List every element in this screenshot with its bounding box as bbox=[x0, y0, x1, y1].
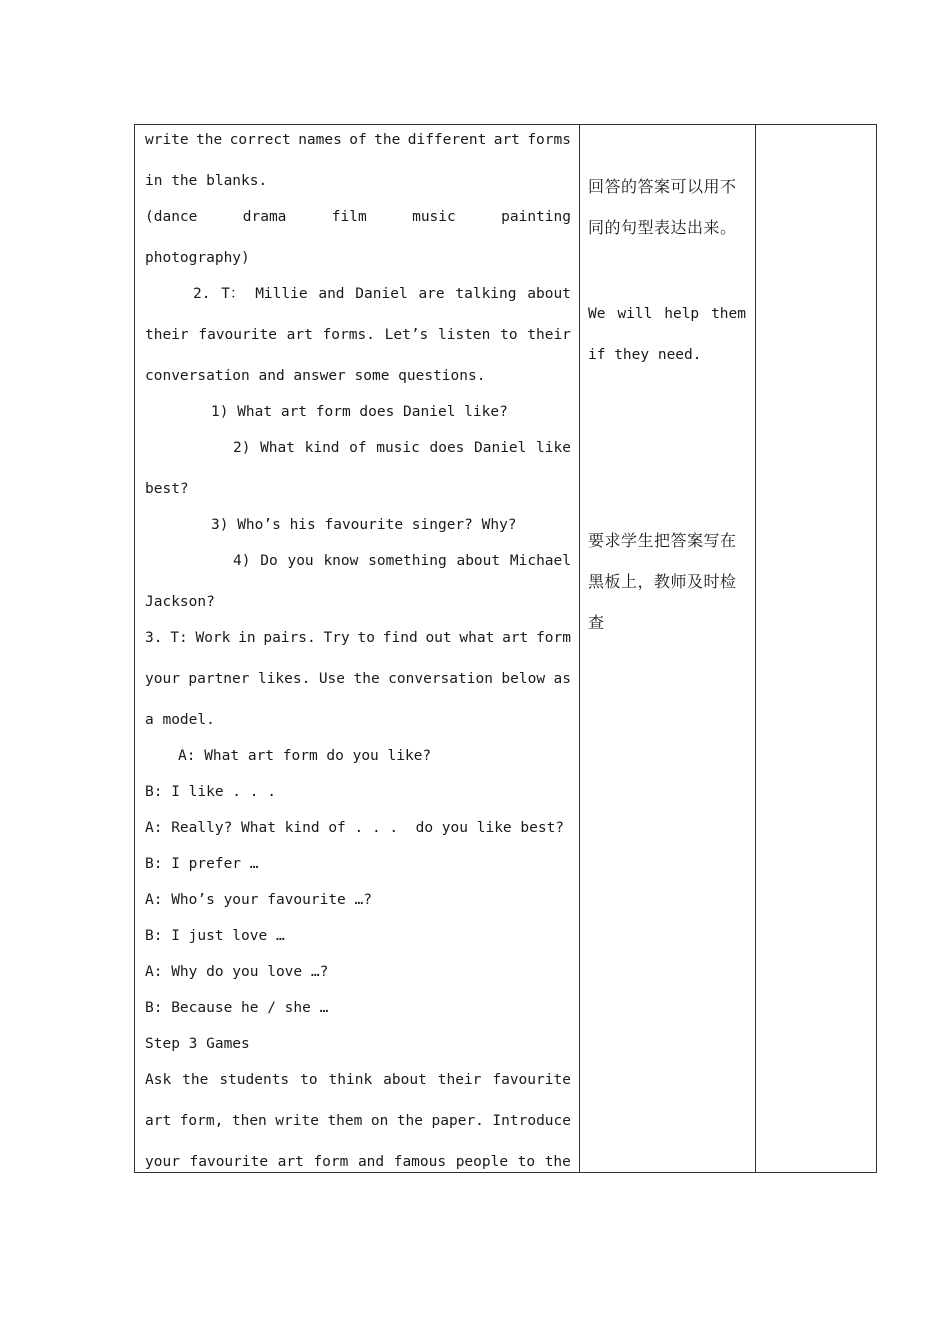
word: and bbox=[318, 286, 345, 302]
text-line: conversation and answer some questions. bbox=[145, 368, 486, 384]
word: art bbox=[502, 630, 529, 646]
word: does bbox=[429, 440, 465, 456]
word: on bbox=[370, 1113, 389, 1129]
word: partner bbox=[188, 671, 250, 687]
question-4 bbox=[233, 552, 571, 570]
word: about bbox=[456, 553, 501, 569]
dialogue-line: A: What art form do you like? bbox=[178, 748, 432, 764]
word: to bbox=[500, 327, 518, 343]
text-line bbox=[145, 1071, 571, 1089]
word: know bbox=[323, 553, 359, 569]
word: 3. bbox=[145, 630, 163, 646]
word: them bbox=[327, 1113, 363, 1129]
word: (dance bbox=[145, 209, 198, 225]
word: conversation bbox=[388, 671, 493, 687]
dialogue-line: A: Really? What kind of . . . do you like best? bbox=[145, 820, 565, 836]
word: what bbox=[459, 630, 495, 646]
word: as bbox=[553, 671, 571, 687]
dialogue-line: A: Why do you love …? bbox=[145, 964, 329, 980]
note-line: 黑板上，教师及时检 bbox=[588, 572, 737, 591]
word: of bbox=[349, 132, 367, 148]
word: about bbox=[383, 1072, 427, 1088]
remarks-cell bbox=[756, 125, 876, 1172]
word: their bbox=[145, 327, 189, 343]
text-line bbox=[145, 208, 571, 226]
word: art bbox=[286, 327, 313, 343]
word: correct bbox=[229, 132, 291, 148]
word: about bbox=[527, 286, 571, 302]
word: art bbox=[493, 132, 520, 148]
word: favourite bbox=[189, 1154, 269, 1170]
word: Daniel bbox=[474, 440, 527, 456]
word: you bbox=[287, 553, 314, 569]
word: the bbox=[182, 1072, 209, 1088]
word: the bbox=[374, 132, 401, 148]
note-line bbox=[588, 305, 746, 323]
word: 2) bbox=[233, 440, 251, 456]
word: likes. bbox=[257, 671, 311, 687]
text-line bbox=[193, 285, 571, 303]
word: listen bbox=[438, 327, 491, 343]
word: the bbox=[196, 132, 223, 148]
word: Let’s bbox=[384, 327, 429, 343]
word: T: bbox=[170, 630, 188, 646]
word: Work bbox=[195, 630, 231, 646]
question-1: 1) What art form does Daniel like? bbox=[211, 404, 508, 420]
word: What bbox=[260, 440, 295, 456]
word: of bbox=[349, 440, 367, 456]
question-2 bbox=[233, 439, 571, 457]
word: form bbox=[313, 1154, 349, 1170]
word: students bbox=[219, 1072, 290, 1088]
word: different bbox=[407, 132, 487, 148]
word: favourite bbox=[492, 1072, 571, 1088]
text-line bbox=[145, 629, 571, 647]
word: Daniel bbox=[355, 286, 408, 302]
word: to bbox=[517, 1154, 536, 1170]
note-line: 查 bbox=[588, 613, 605, 632]
word: Introduce bbox=[492, 1113, 571, 1129]
text-line: photography) bbox=[145, 250, 250, 266]
word: then bbox=[231, 1113, 267, 1129]
text-line: a model. bbox=[145, 712, 215, 728]
word: write bbox=[145, 132, 189, 148]
word: will bbox=[617, 306, 653, 322]
word: them bbox=[711, 306, 746, 322]
word: your bbox=[145, 1154, 180, 1170]
text-line: best? bbox=[145, 481, 189, 497]
word: 4) bbox=[233, 553, 251, 569]
word: pairs. bbox=[263, 630, 316, 646]
word: Do bbox=[260, 553, 278, 569]
word: paper. bbox=[431, 1113, 484, 1129]
word: and bbox=[357, 1154, 385, 1170]
dialogue-line: B: I like . . . bbox=[145, 784, 276, 800]
word: art bbox=[145, 1113, 172, 1129]
dialogue-line: B: I just love … bbox=[145, 928, 285, 944]
lesson-plan-table bbox=[134, 124, 877, 1173]
note-line: 要求学生把答案写在 bbox=[588, 531, 737, 550]
word: form bbox=[536, 630, 571, 646]
text-line bbox=[145, 1153, 571, 1171]
word: T： bbox=[221, 286, 245, 302]
word: names bbox=[298, 132, 342, 148]
word: the bbox=[544, 1154, 571, 1170]
text-line: in the blanks. bbox=[145, 173, 268, 189]
word: out bbox=[425, 630, 452, 646]
note-line: 同的句型表达出来。 bbox=[588, 218, 737, 237]
word: Try bbox=[323, 630, 350, 646]
word: Ask bbox=[145, 1072, 172, 1088]
text-line: Jackson? bbox=[145, 594, 215, 610]
word: are bbox=[418, 286, 445, 302]
step-heading: Step 3 Games bbox=[145, 1036, 250, 1052]
dialogue-line: A: Who’s your favourite …? bbox=[145, 892, 372, 908]
word: their bbox=[437, 1072, 482, 1088]
word: the bbox=[396, 1113, 424, 1129]
word: help bbox=[664, 306, 700, 322]
word: kind bbox=[304, 440, 340, 456]
word: think bbox=[328, 1072, 373, 1088]
word: below bbox=[501, 671, 546, 687]
word: the bbox=[353, 671, 380, 687]
word: Use bbox=[318, 671, 346, 687]
word: Michael bbox=[509, 553, 571, 569]
word: your bbox=[145, 671, 180, 687]
word: form, bbox=[179, 1113, 224, 1129]
note-line: 回答的答案可以用不 bbox=[588, 177, 737, 196]
word: We bbox=[588, 306, 606, 322]
word: to bbox=[357, 630, 375, 646]
word: art bbox=[277, 1154, 304, 1170]
word: forms. bbox=[322, 327, 375, 343]
word: their bbox=[527, 327, 571, 343]
dialogue-line: B: I prefer … bbox=[145, 856, 259, 872]
word: famous bbox=[393, 1154, 447, 1170]
word: 2. bbox=[193, 286, 211, 302]
word: film bbox=[331, 209, 367, 225]
word: painting bbox=[501, 209, 571, 225]
word: favourite bbox=[198, 327, 277, 343]
word: music bbox=[376, 440, 420, 456]
text-line bbox=[145, 326, 571, 344]
word: in bbox=[238, 630, 256, 646]
note-line: if they need. bbox=[588, 347, 702, 363]
text-line bbox=[145, 131, 571, 149]
word: forms bbox=[527, 132, 571, 148]
question-3: 3) Who’s his favourite singer? Why? bbox=[211, 517, 517, 533]
word: music bbox=[412, 209, 456, 225]
dialogue-line: B: Because he / she … bbox=[145, 1000, 329, 1016]
word: find bbox=[382, 630, 418, 646]
word: drama bbox=[242, 209, 287, 225]
word: something bbox=[368, 553, 447, 569]
text-line bbox=[145, 1112, 571, 1130]
column-divider-1 bbox=[579, 125, 580, 1172]
word: Millie bbox=[255, 286, 308, 302]
text-line bbox=[145, 670, 571, 688]
word: people bbox=[455, 1154, 509, 1170]
word: write bbox=[275, 1113, 319, 1129]
word: talking bbox=[455, 286, 517, 302]
word: to bbox=[300, 1072, 318, 1088]
word: like bbox=[536, 440, 571, 456]
